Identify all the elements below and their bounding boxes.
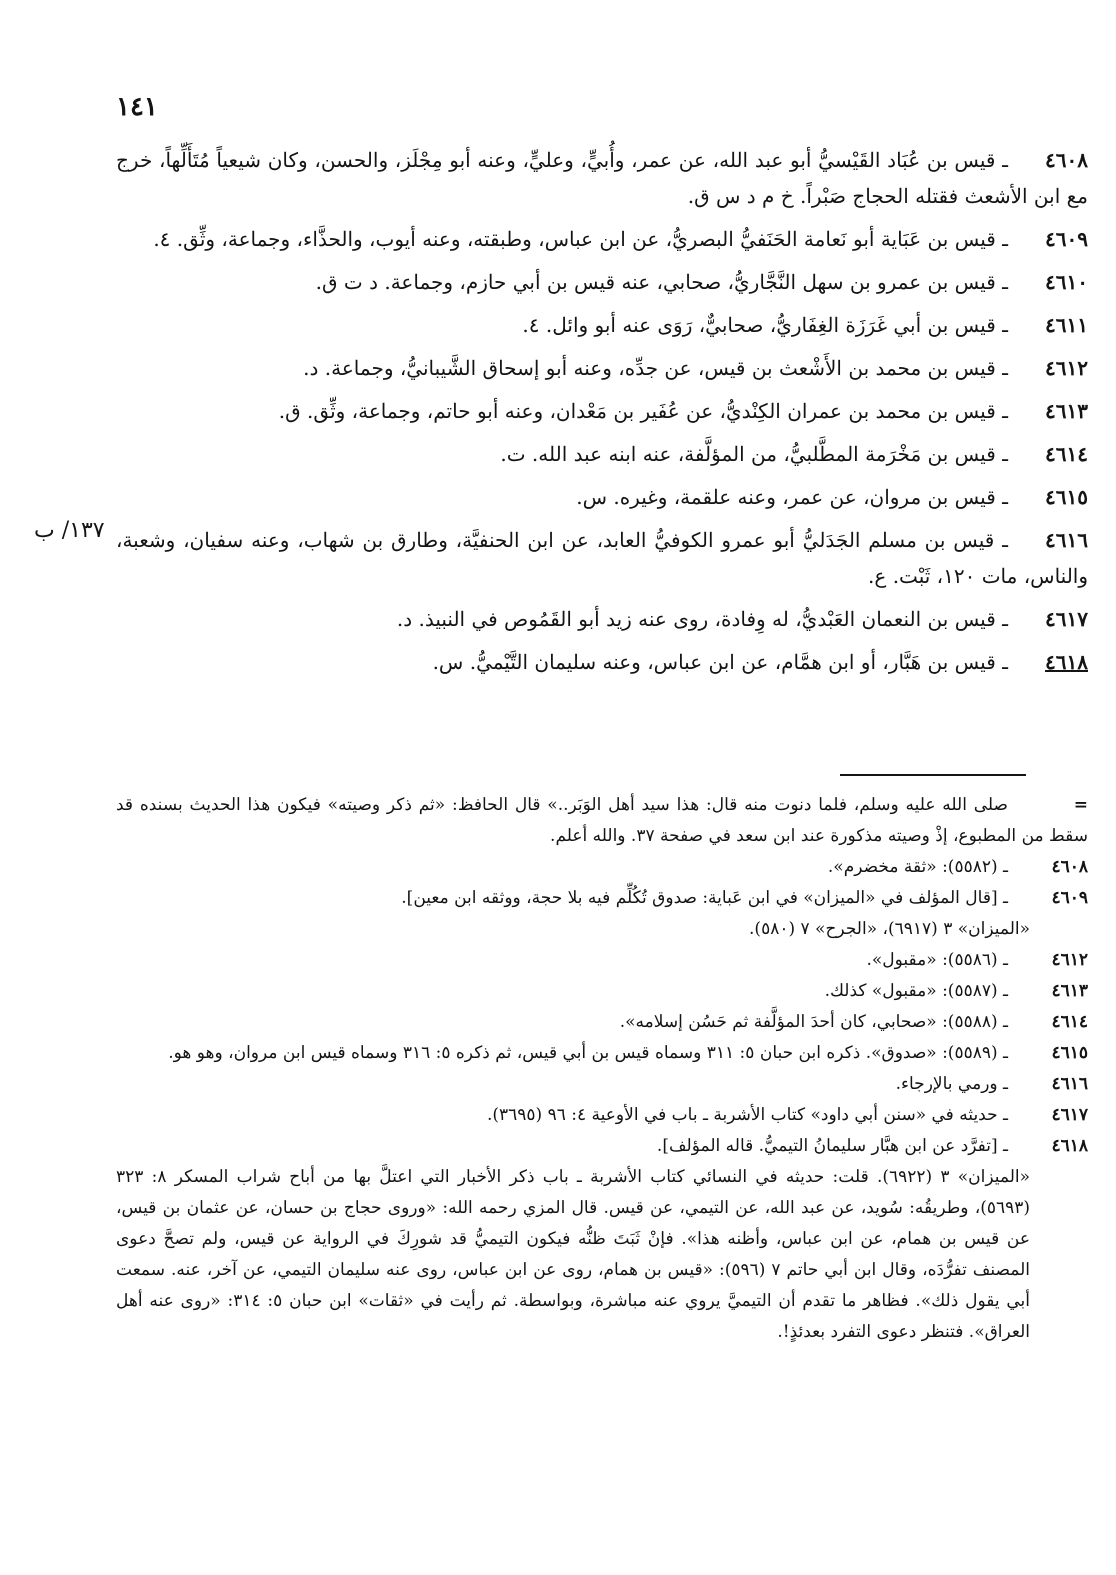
footnote-4616 (116, 1069, 1088, 1100)
footnotes (116, 790, 1088, 1348)
footnote-number: ٤٦١٣ (1051, 981, 1088, 1001)
biography-entries (116, 142, 1088, 687)
footnote-number: ٤٦١٥ (1051, 1043, 1088, 1063)
entry-4615 (116, 479, 1088, 515)
footnote-4618-continued (116, 1162, 1088, 1348)
entry-4617 (116, 601, 1088, 637)
footnote-number: ٤٦١٢ (1051, 950, 1088, 970)
entry-number: ٤٦١٧ (1045, 607, 1088, 631)
entry-text: ـ قيس بن عَبَاية أبو نَعامة الحَنَفيُّ البصريُّ، عن ابن عباس، وطبقته، وعنه أيوب، والحذَّاء، وجماعة، وثِّق. ٤. (153, 227, 1008, 251)
entry-text: ـ قيس بن عمرو بن سهل النَّجَّاريُّ، صحابي، عنه قيس بن أبي حازم، وجماعة. د ت ق. (315, 270, 1008, 294)
entry-text: ـ قيس بن عُبَاد القَيْسيُّ أبو عبد الله، عن عمر، وأُبيٍّ، وعليٍّ، وعنه أبو مِجْلَز، والحسن، وكان شيعياً مُتَأَلِّهاً، خرج مع ابن الأشعث فقتله الحجاج صَبْراً. خ م د س ق. (116, 148, 1088, 208)
footnote-text: «الميزان» ٣ (٦٩١٧)، «الجرح» ٧ (٥٨٠). (749, 919, 1030, 939)
footnote-number: ٤٦١٤ (1051, 1012, 1088, 1032)
footnote-number: ٤٦١٧ (1051, 1105, 1088, 1125)
entry-number: ٤٦١٤ (1045, 442, 1088, 466)
margin-folio-note: ١٣٧/ ب (34, 518, 105, 543)
footnote-continuation (116, 790, 1088, 852)
page-number: ١٤١ (116, 92, 158, 122)
footnote-divider (840, 774, 1026, 776)
footnote-text: ـ (٥٥٨٢): «ثقة مخضرم». (827, 857, 1008, 877)
footnote-text: ـ ورمي بالإرجاء. (895, 1074, 1008, 1094)
entry-text: ـ قيس بن هَبَّار، أو ابن همَّام، عن ابن عباس، وعنه سليمان التَّيْميُّ. س. (432, 650, 1008, 674)
entry-text: ـ قيس بن مسلم الجَدَليُّ أبو عمرو الكوفيُّ العابد، عن ابن الحنفيَّة، وطارق بن شهاب، وعنه سفيان، وشعبة، والناس، مات ١٢٠، ثَبْت. ع. (116, 528, 1088, 588)
footnote-text: ـ (٥٥٨٨): «صحابي، كان أحدَ المؤلَّفة ثم حَسُن إسلامه». (619, 1012, 1008, 1032)
entry-number: ٤٦١٦ (1045, 528, 1088, 552)
footnote-4612 (116, 945, 1088, 976)
footnote-text: «الميزان» ٣ (٦٩٢٢). قلت: حديثه في النسائي كتاب الأشربة ـ باب ذكر الأخبار التي اعتلَّ بها من أباح شراب المسكر ٨: ٣٢٣ (٥٦٩٣)، وطريقُه: سُويد، عن عبد الله، عن التيمي، عن قيس. قال المزي رحمه الله: «وروى حجاج بن حسان، عن عثمان بن قيس، عن قيس بن همام، عن ابن عباس، وأظنه هذا». فإنْ ثَبَتَ ظنُّه فيكون التيميُّ قد شورِكَ في الرواية عن قيس، ولم تصحَّ دعوى المصنف تفرُّدَه، وقال ابن أبي حاتم ٧ (٥٩٦): «قيس بن همام، روى عن ابن عباس، روى عنه سليمان التيمي، عن آخر، عنه. سمعت أبي يقول ذلك». فظاهر ما تقدم أن التيميَّ يروي عنه مباشرة، وبواسطة. ثم رأيت في «ثقات» ابن حبان ٥: ٣١٤: «روى عنه أهل العراق». فتنظر دعوى التفرد بعدئذٍ!. (116, 1167, 1031, 1342)
entry-4614 (116, 436, 1088, 472)
footnote-text: ـ حديثه في «سنن أبي داود» كتاب الأشربة ـ باب في الأوعية ٤: ٩٦ (٣٦٩٥). (486, 1105, 1008, 1125)
entry-number: ٤٦١٠ (1045, 270, 1088, 294)
entry-number: ٤٦١٣ (1045, 399, 1088, 423)
entry-4609 (116, 221, 1088, 257)
footnote-4618 (116, 1131, 1088, 1162)
entry-4612 (116, 350, 1088, 386)
entry-4611 (116, 307, 1088, 343)
footnote-4609 (116, 883, 1088, 914)
entry-number: ٤٦١٥ (1045, 485, 1088, 509)
footnote-text: ـ (٥٥٨٧): «مقبول» كذلك. (824, 981, 1008, 1001)
footnote-text: صلى الله عليه وسلم، فلما دنوت منه قال: هذا سيد أهل الوَبَر..» قال الحافظ: «ثم ذكر وصيته» فيكون هذا الحديث بسنده قد سقط من المطبوع، إذْ وصيته مذكورة عند ابن سعد في صفحة ٣٧. والله أعلم. (116, 795, 1088, 846)
entry-text: ـ قيس بن محمد بن الأَشْعث بن قيس، عن جدِّه، وعنه أبو إسحاق الشَّيبانيُّ، وجماعة. د. (303, 356, 1008, 380)
footnote-4615 (116, 1038, 1088, 1069)
footnote-text: ـ [قال المؤلف في «الميزان» في ابن عَباية: صدوق تُكُلِّم فيه بلا حجة، ووثقه ابن معين]. (401, 888, 1008, 908)
footnote-text: ـ (٥٥٨٦): «مقبول». (866, 950, 1008, 970)
entry-number: ٤٦٠٩ (1045, 227, 1088, 251)
entry-text: ـ قيس بن مَخْرَمة المطَّلبيُّ، من المؤلَّفة، عنه ابنه عبد الله. ت. (500, 442, 1008, 466)
entry-4616 (116, 522, 1088, 594)
footnote-text: ـ (٥٥٨٩): «صدوق». ذكره ابن حبان ٥: ٣١١ وسماه قيس بن أبي قيس، ثم ذكره ٥: ٣١٦ وسماه قيس ابن مروان، وهو هو. (168, 1043, 1008, 1063)
footnote-number: ٤٦٠٩ (1051, 888, 1088, 908)
entry-number: ٤٦٠٨ (1045, 148, 1088, 172)
entry-text: ـ قيس بن النعمان العَبْديُّ، له وِفادة، روى عنه زيد أبو القَمُوص في النبيذ. د. (396, 607, 1008, 631)
footnote-number: = (1073, 795, 1088, 815)
footnote-4614 (116, 1007, 1088, 1038)
entry-4608 (116, 142, 1088, 214)
footnote-4608 (116, 852, 1088, 883)
entry-4610 (116, 264, 1088, 300)
footnote-4617 (116, 1100, 1088, 1131)
entry-text: ـ قيس بن مروان، عن عمر، وعنه علقمة، وغيره. س. (576, 485, 1008, 509)
footnote-number: ٤٦١٦ (1051, 1074, 1088, 1094)
entry-number: ٤٦١١ (1045, 313, 1088, 337)
entry-number: ٤٦١٢ (1045, 356, 1088, 380)
entry-text: ـ قيس بن محمد بن عمران الكِنْديُّ، عن عُفَير بن مَعْدان، وعنه أبو حاتم، وجماعة، وثِّق. ق. (278, 399, 1008, 423)
entry-4613 (116, 393, 1088, 429)
footnote-number: ٤٦١٨ (1051, 1136, 1088, 1156)
footnote-4609-continued (116, 914, 1088, 945)
footnote-number: ٤٦٠٨ (1051, 857, 1088, 877)
entry-number: ٤٦١٨ (1045, 650, 1088, 674)
footnote-4613 (116, 976, 1088, 1007)
footnote-text: ـ [تفرَّد عن ابن هبَّار سليمانُ التيميُّ. قاله المؤلف]. (656, 1136, 1008, 1156)
entry-4618 (116, 644, 1088, 680)
entry-text: ـ قيس بن أبي غَرَزَة الغِفَاريُّ، صحابيٌّ، رَوَى عنه أبو وائل. ٤. (522, 313, 1008, 337)
